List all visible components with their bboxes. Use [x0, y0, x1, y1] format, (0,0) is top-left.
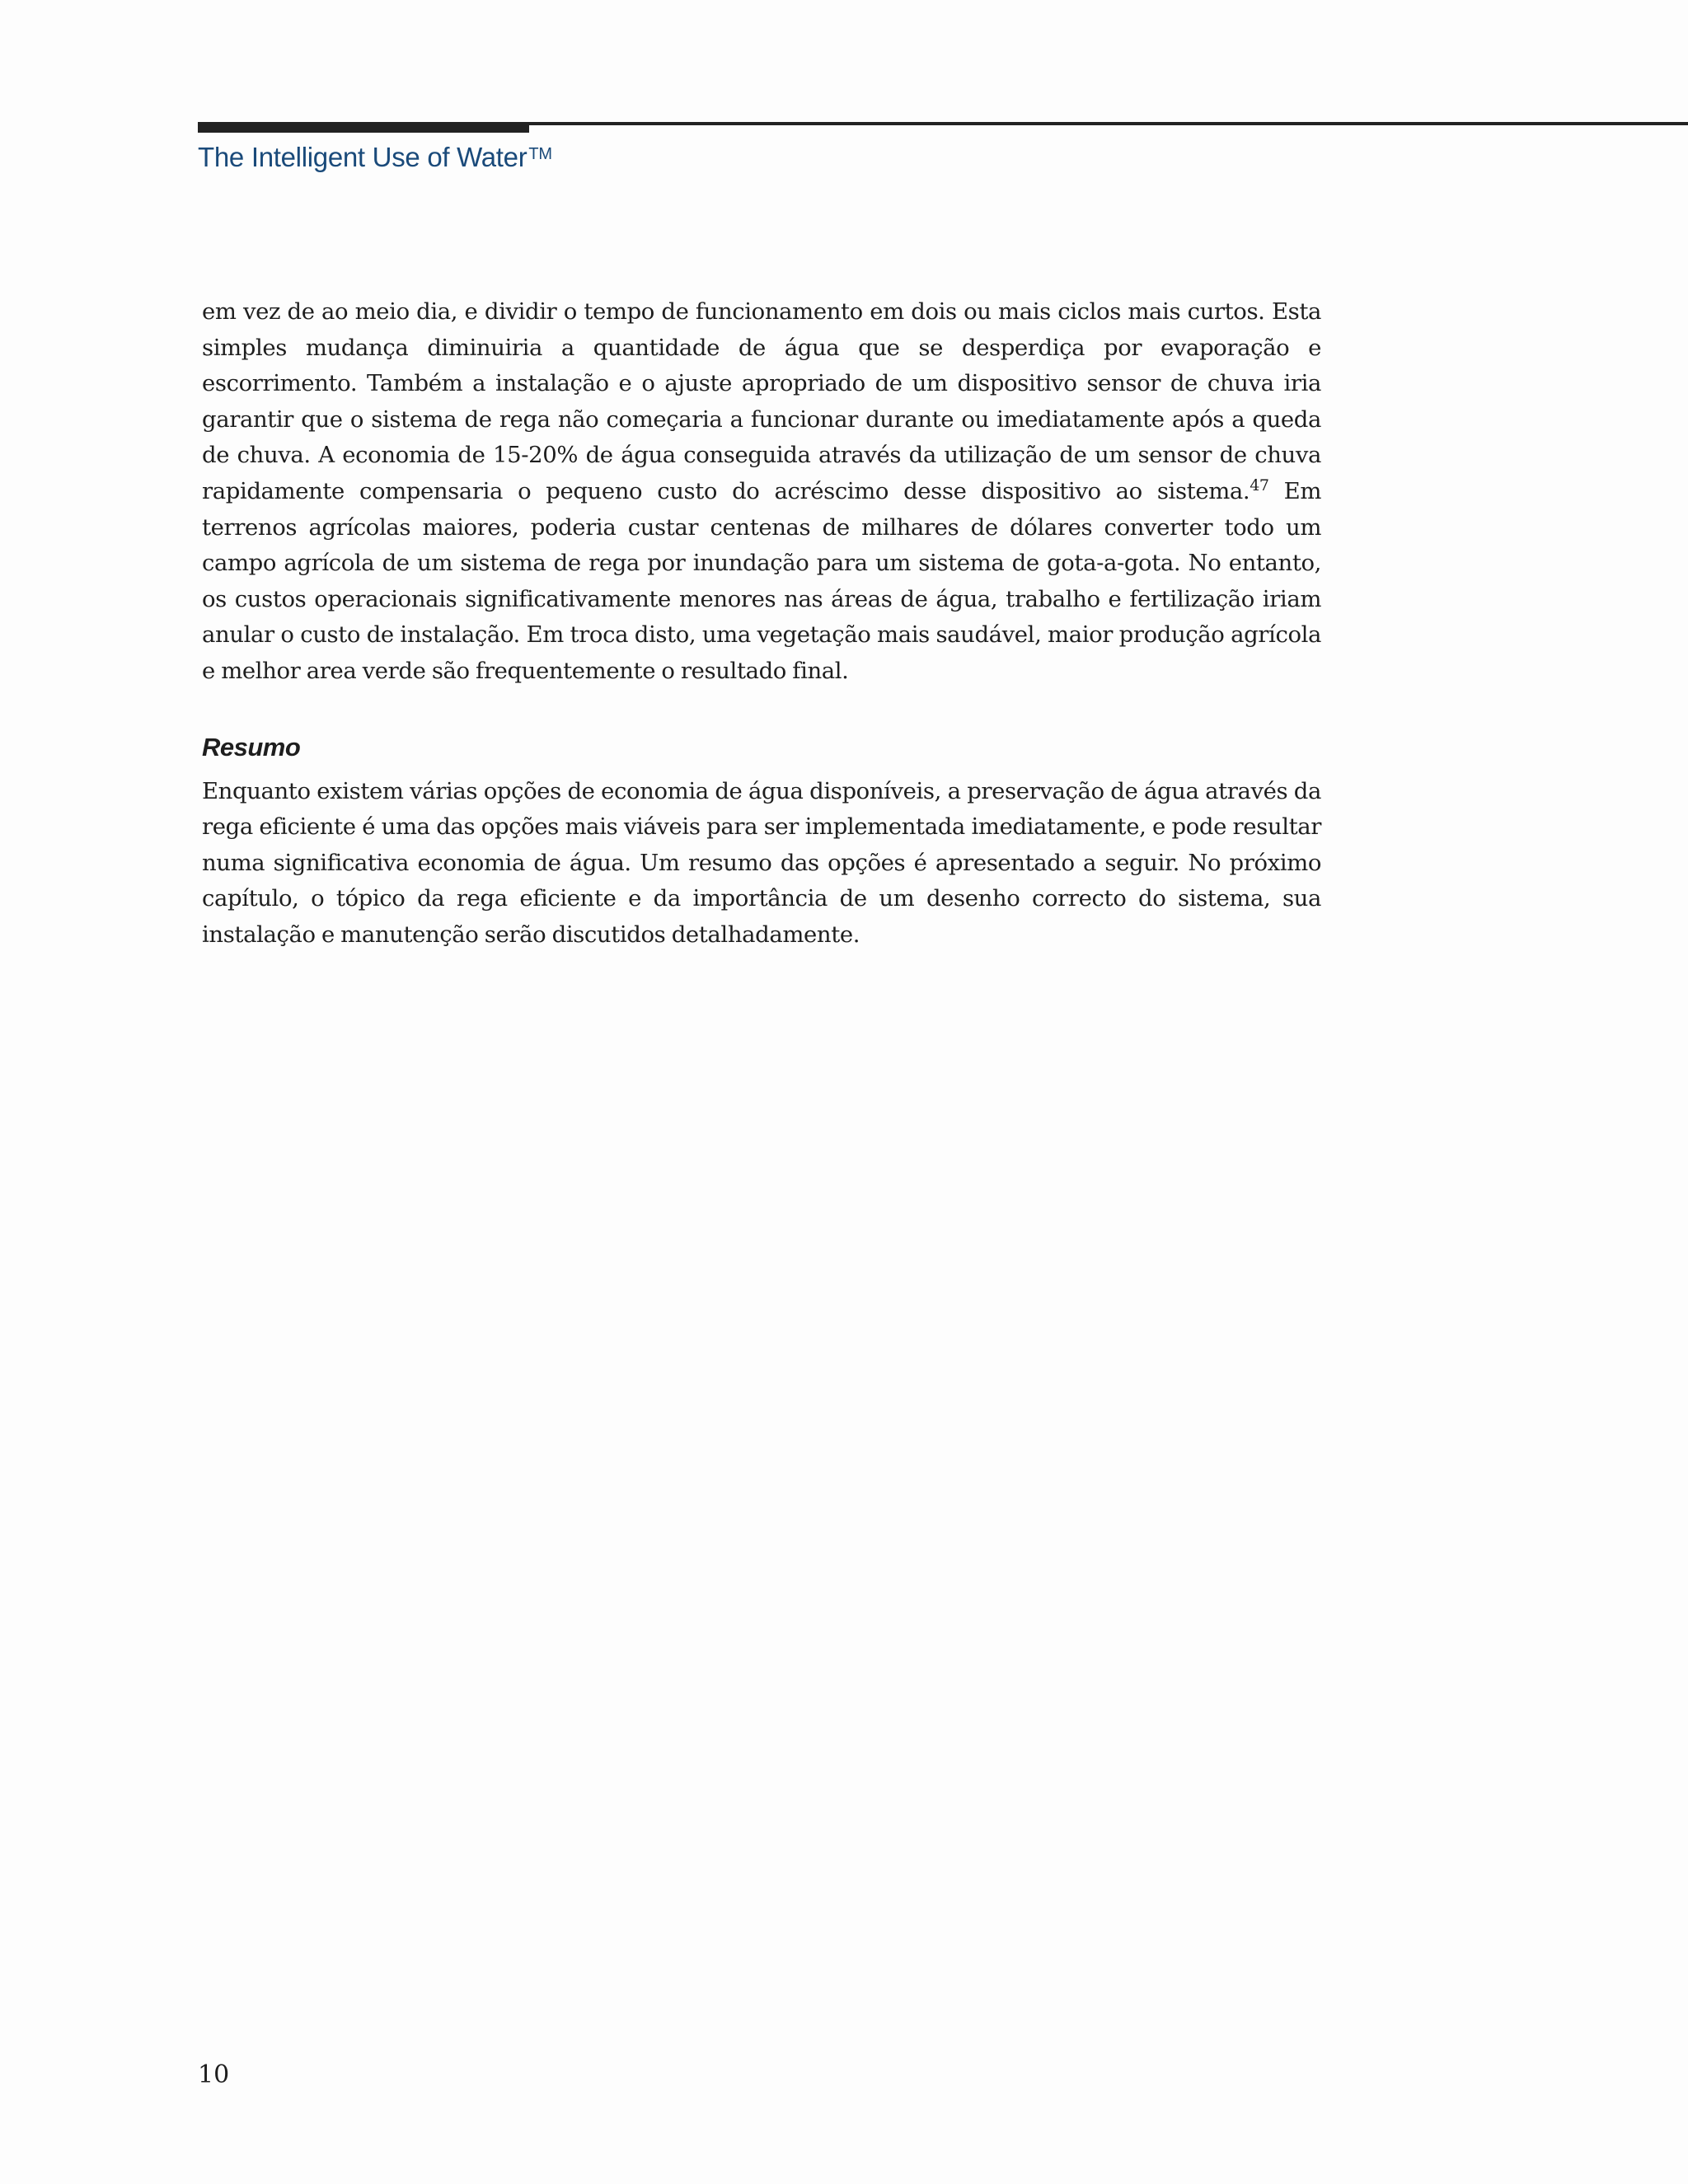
- main-content: [202, 294, 1321, 954]
- header-rule-accent: [198, 122, 529, 133]
- paragraph-text: em vez de ao meio dia, e dividir o tempo de funcionamento em dois ou mais ciclos mais curtos. Esta simples mudança diminuiria a quantidade de água que se desperdiça por evaporação e escorrimento. Também a instalação e o ajuste apropriado de um dispositivo sensor de chuva iria garantir que o sistema de rega não começaria a funcionar durante ou imediatamente após a queda de chuva. A economia de 15-20% de água conseguida através da utilização de um sensor de chuva rapidamente compensaria o pequeno custo do acréscimo desse dispositivo ao sistema.: [202, 298, 1321, 504]
- body-paragraph: [202, 294, 1321, 690]
- section-heading: Resumo: [202, 732, 301, 762]
- running-header: [198, 142, 552, 173]
- trademark-symbol: TM: [528, 145, 552, 163]
- summary-paragraph: Enquanto existem várias opções de economia de água disponíveis, a preservação de água através da rega eficiente é uma das opções mais viáveis para ser implementada imediatamente, e pode resultar numa significativa economia de água. Um resumo das opções é apresentado a seguir. No próximo capítulo, o tópico da rega eficiente e da importância de um desenho correcto do sistema, sua instalação e manutenção serão discutidos detalhadamente.: [202, 777, 1321, 948]
- paragraph-text-continued: Em terrenos agrícolas maiores, poderia custar centenas de milhares de dólares converter todo um campo agrícola de um sistema de rega por inundação para um sistema de gota-a-gota. No entanto, os custos operacionais significativamente menores nas áreas de água, trabalho e fertilização iriam anular o custo de instalação. Em troca disto, uma vegetação mais saudável, maior produção agrícola e melhor area verde são frequentemente o resultado final.: [202, 477, 1321, 684]
- page-number: 10: [198, 2060, 230, 2089]
- footnote-reference[interactable]: 47: [1250, 476, 1269, 494]
- running-header-title: The Intelligent Use of Water: [198, 142, 528, 172]
